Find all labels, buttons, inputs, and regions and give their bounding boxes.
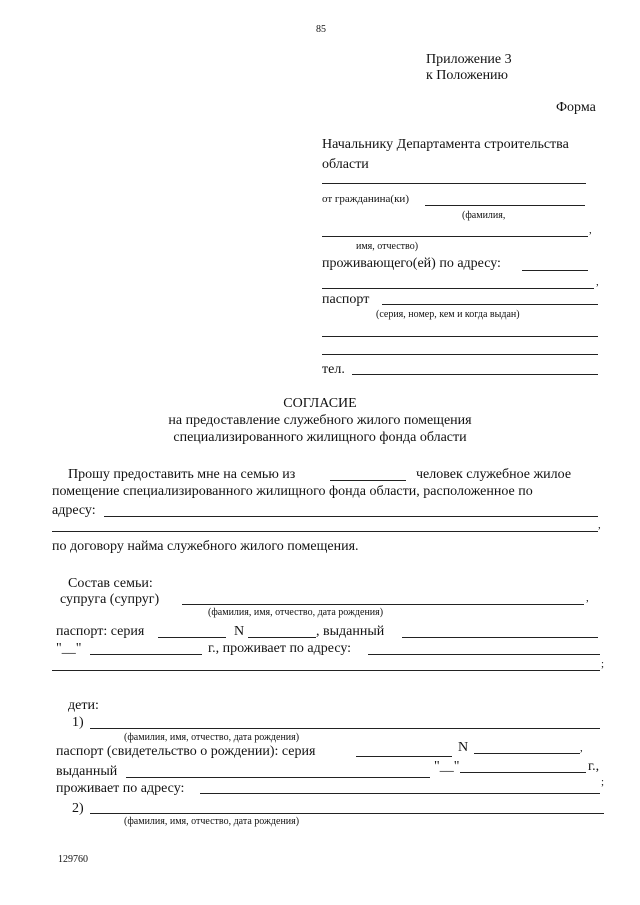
child2-blank[interactable] (90, 813, 604, 814)
body-address-blank-1[interactable] (104, 516, 598, 517)
spouse-issued-label: , выданный (316, 624, 385, 639)
addressee-blank-1[interactable] (322, 183, 586, 184)
child1-address-blank[interactable] (200, 793, 600, 794)
spouse-address-blank-1[interactable] (368, 654, 600, 655)
child1-number-blank[interactable] (474, 753, 580, 754)
from-name-blank[interactable] (322, 236, 588, 237)
comma: , (580, 742, 583, 754)
phone-label: тел. (322, 362, 345, 377)
comma: , (586, 592, 589, 604)
child1-quote: "__" (434, 759, 460, 774)
addressee-line2: области (322, 157, 369, 172)
child1-year: г., (588, 759, 600, 774)
child1-blank[interactable] (90, 728, 600, 729)
spouse-lives-label: г., проживает по адресу: (208, 641, 352, 656)
spouse-quote: "__" (56, 641, 82, 656)
request-text-line2: помещение специализированного жилищного фонда области, расположенное по (52, 484, 533, 499)
address-blank-2[interactable] (322, 288, 594, 289)
children-label: дети: (68, 698, 99, 713)
child1-series-blank[interactable] (356, 756, 452, 757)
document-title: СОГЛАСИЕ (283, 396, 357, 411)
spouse-passport-n: N (234, 624, 245, 639)
from-label: от гражданина(ки) (322, 193, 409, 205)
request-text-start: Прошу предоставить мне на семью из (68, 467, 296, 482)
child1-n: N (458, 740, 469, 755)
passport-label: паспорт (322, 292, 370, 307)
semicolon: ; (601, 658, 605, 670)
child2-number: 2) (72, 801, 84, 816)
body-address-blank-2[interactable] (52, 531, 598, 532)
spouse-passport-label: паспорт: серия (56, 624, 145, 639)
passport-hint: (серия, номер, кем и когда выдан) (376, 309, 520, 320)
child1-hint: (фамилия, имя, отчество, дата рождения) (124, 732, 300, 743)
address-label: проживающего(ей) по адресу: (322, 256, 501, 271)
request-text-end: человек служебное жилое (416, 467, 572, 482)
spouse-address-blank-2[interactable] (52, 670, 600, 671)
name-hint: имя, отчество) (356, 241, 419, 252)
contract-text: по договору найма служебного жилого помещения. (52, 539, 359, 554)
page-number: 85 (316, 24, 326, 35)
footer-code: 129760 (58, 854, 88, 865)
form-label: Форма (556, 100, 596, 115)
surname-hint: (фамилия, (462, 210, 506, 221)
spouse-label: супруга (супруг) (60, 592, 160, 607)
child1-lives-label: проживает по адресу: (56, 781, 185, 796)
child1-passport-label: паспорт (свидетельство о рождении): серия (56, 744, 316, 759)
appendix-line2: к Положению (426, 68, 509, 83)
spouse-passport-number-blank[interactable] (248, 637, 316, 638)
family-label: Состав семьи: (68, 576, 153, 591)
address-label-body: адресу: (52, 503, 96, 518)
appendix-line1: Приложение 3 (426, 52, 512, 67)
comma: , (589, 224, 592, 236)
phone-blank[interactable] (352, 374, 598, 375)
spouse-hint: (фамилия, имя, отчество, дата рождения) (208, 607, 384, 618)
passport-blank-3[interactable] (322, 354, 598, 355)
spouse-passport-series-blank[interactable] (158, 637, 226, 638)
child1-issued-blank[interactable] (126, 777, 430, 778)
document-subtitle-1: на предоставление служебного жилого помещения (168, 413, 472, 428)
comma: , (596, 276, 599, 288)
from-surname-blank[interactable] (425, 205, 585, 206)
child2-hint: (фамилия, имя, отчество, дата рождения) (124, 816, 300, 827)
document-subtitle-2: специализированного жилищного фонда области (173, 430, 467, 445)
semicolon: ; (601, 776, 605, 788)
addressee-line1: Начальнику Департамента строительства (322, 137, 569, 152)
address-blank-1[interactable] (522, 270, 588, 271)
comma: , (598, 519, 601, 531)
family-count-blank[interactable] (330, 480, 406, 481)
passport-blank-1[interactable] (382, 304, 598, 305)
child1-date-blank[interactable] (460, 772, 586, 773)
spouse-date-blank[interactable] (90, 654, 202, 655)
passport-blank-2[interactable] (322, 336, 598, 337)
spouse-issued-blank[interactable] (402, 637, 598, 638)
child1-issued-label: выданный (56, 764, 118, 779)
child1-number: 1) (72, 715, 84, 730)
spouse-blank[interactable] (182, 604, 584, 605)
